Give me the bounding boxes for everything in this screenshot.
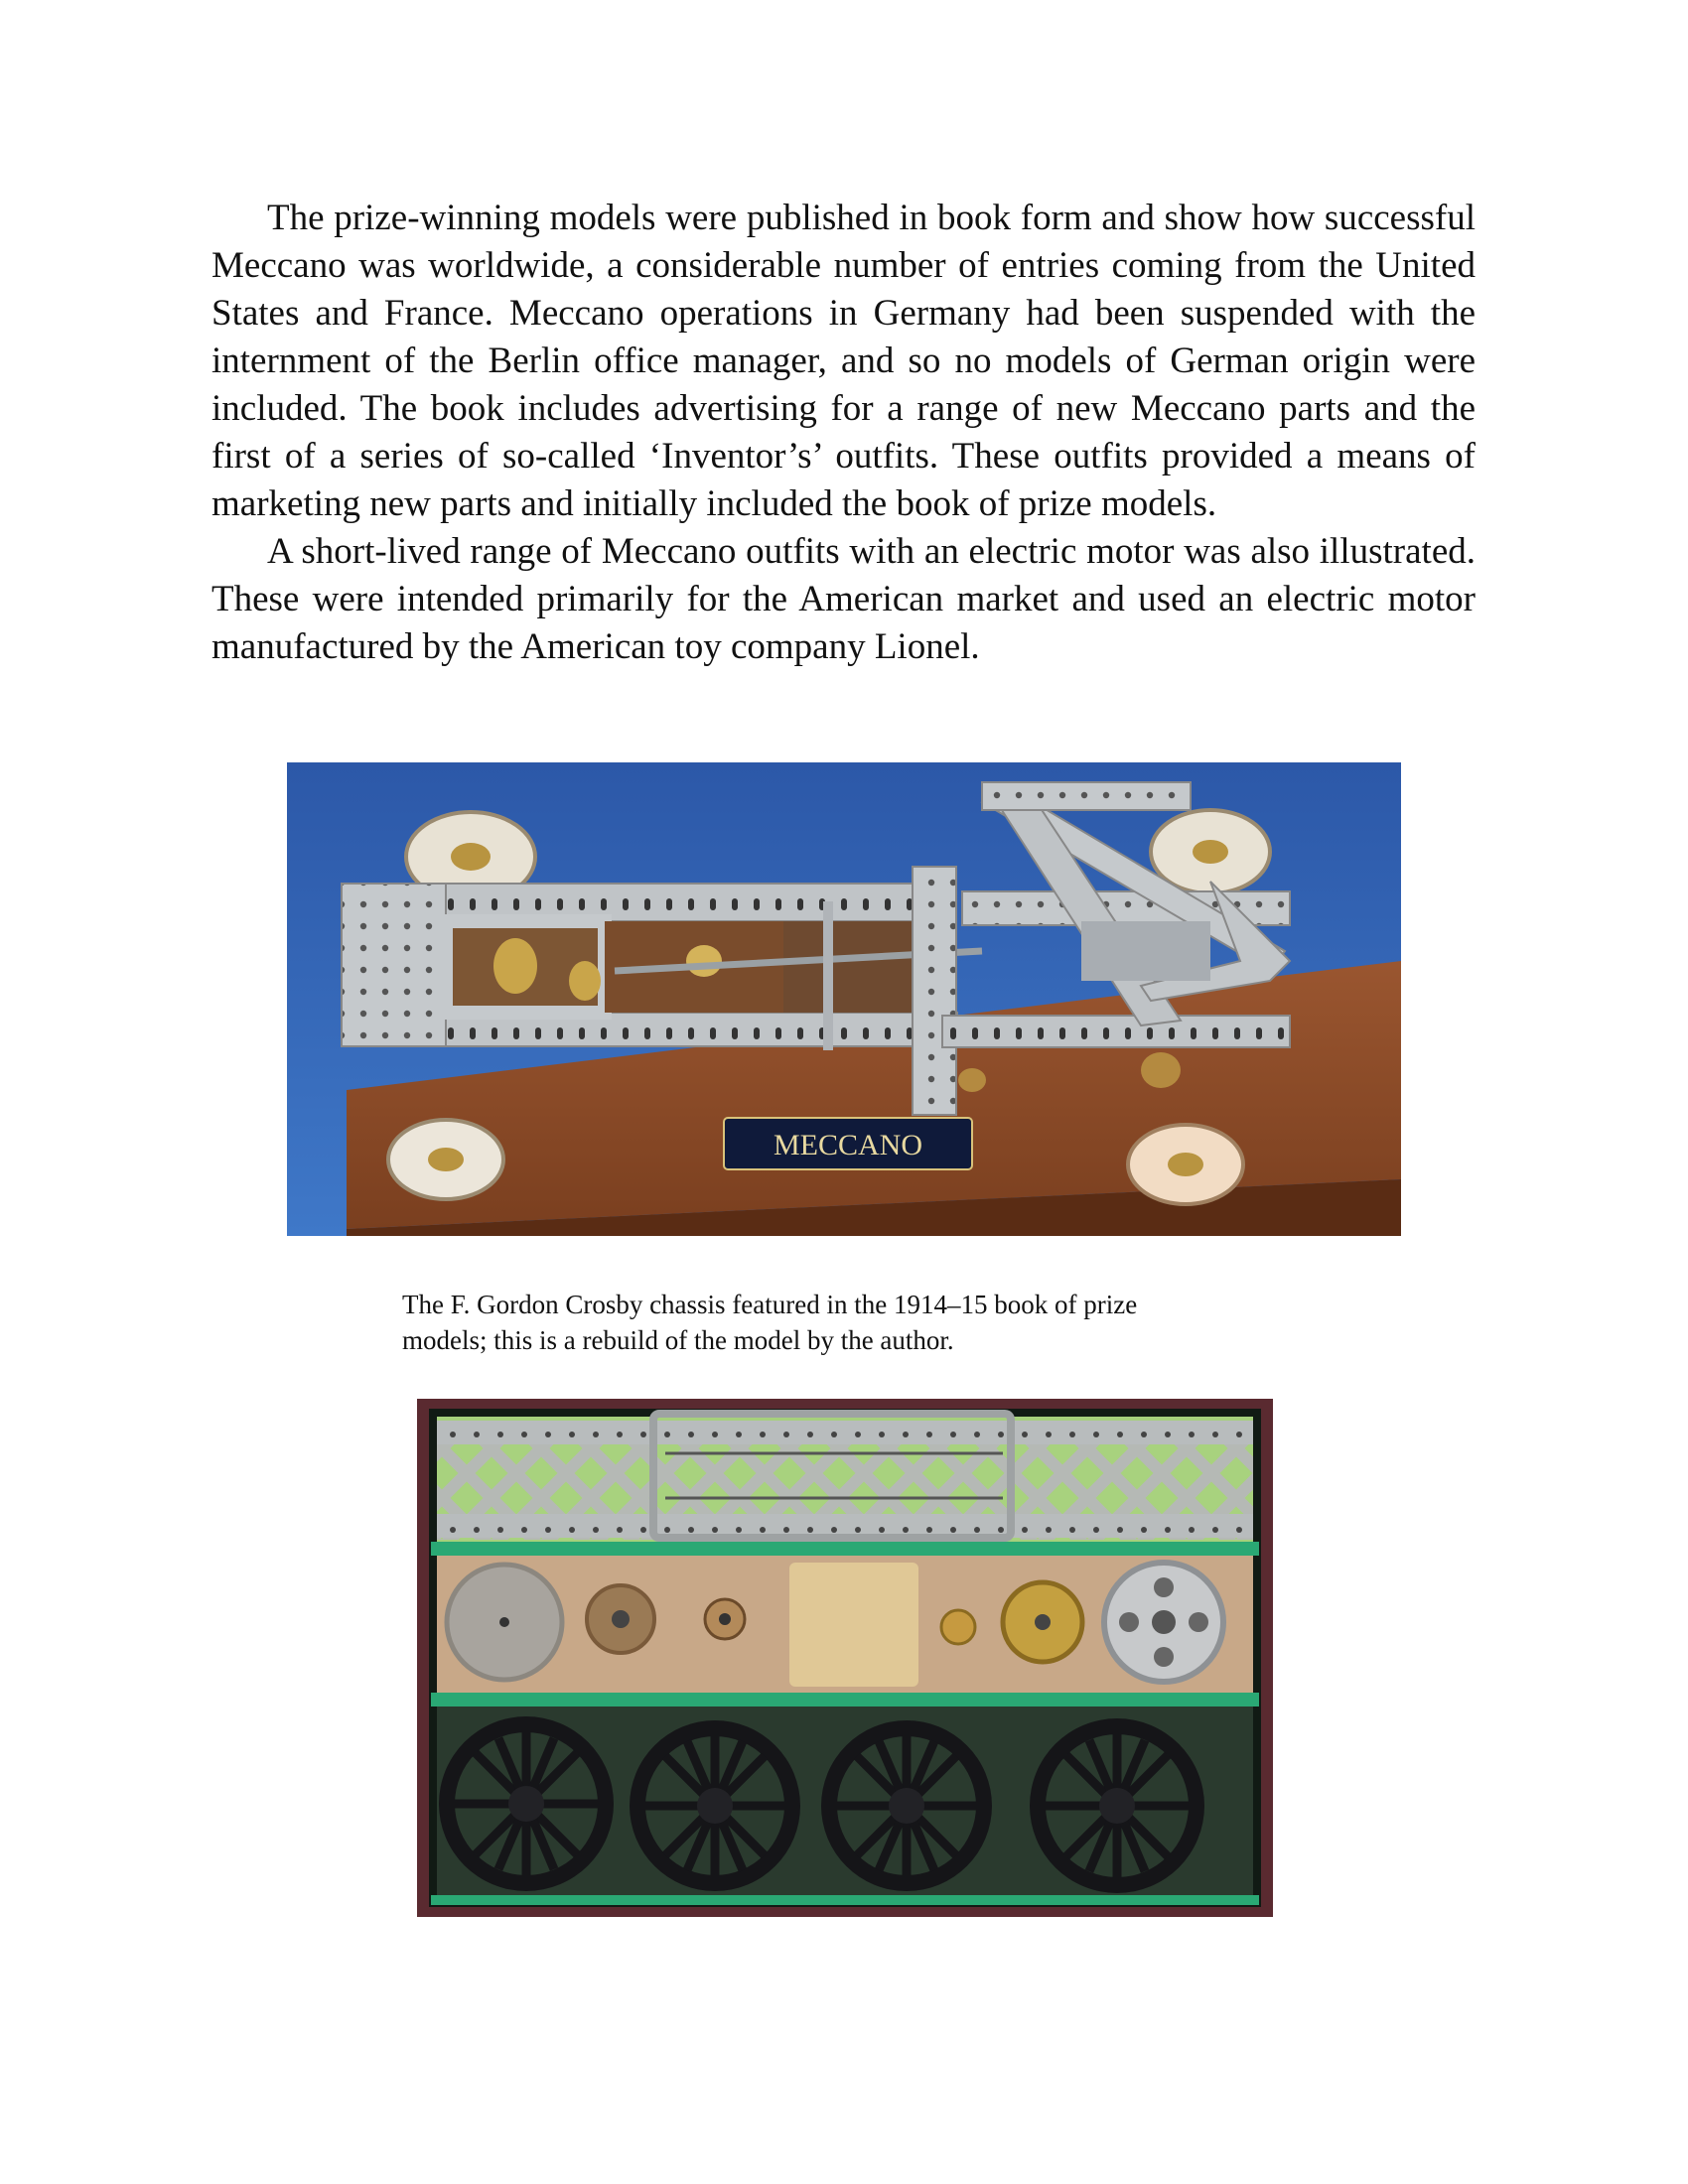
paragraph-2: A short-lived range of Meccano outfits with an electric motor was also illustrated. These were intended primarily for the American market and used an electric motor manufactured by the American toy company Lionel.	[211, 531, 1476, 667]
outfit-box-photo	[417, 1399, 1273, 1917]
rear-plate	[342, 884, 446, 1046]
figure1-caption	[402, 1287, 1296, 1358]
parts-bag	[789, 1563, 918, 1687]
caption-line-2: models; this is a rebuild of the model by the author.	[402, 1325, 954, 1355]
body-text	[211, 195, 1476, 671]
caption-line-1: The F. Gordon Crosby chassis featured in the 1914–15 book of prize	[402, 1290, 1138, 1319]
plaque-text: MECCANO	[773, 1129, 923, 1161]
paragraph-1: The prize-winning models were published in book form and show how successful Meccano was worldwide, a considerable number of entries coming from the United States and France. Meccano operations in Germany had been suspended with the internment of the Berlin office manager, and so no models of German origin were included. The book includes advertising for a range of new Meccano parts and the first of a series of so-called ‘Inventor’s’ outfits. These outfits provided a means of marketing new parts and initially included the book of prize models.	[211, 198, 1476, 524]
chassis-photo	[287, 762, 1401, 1236]
